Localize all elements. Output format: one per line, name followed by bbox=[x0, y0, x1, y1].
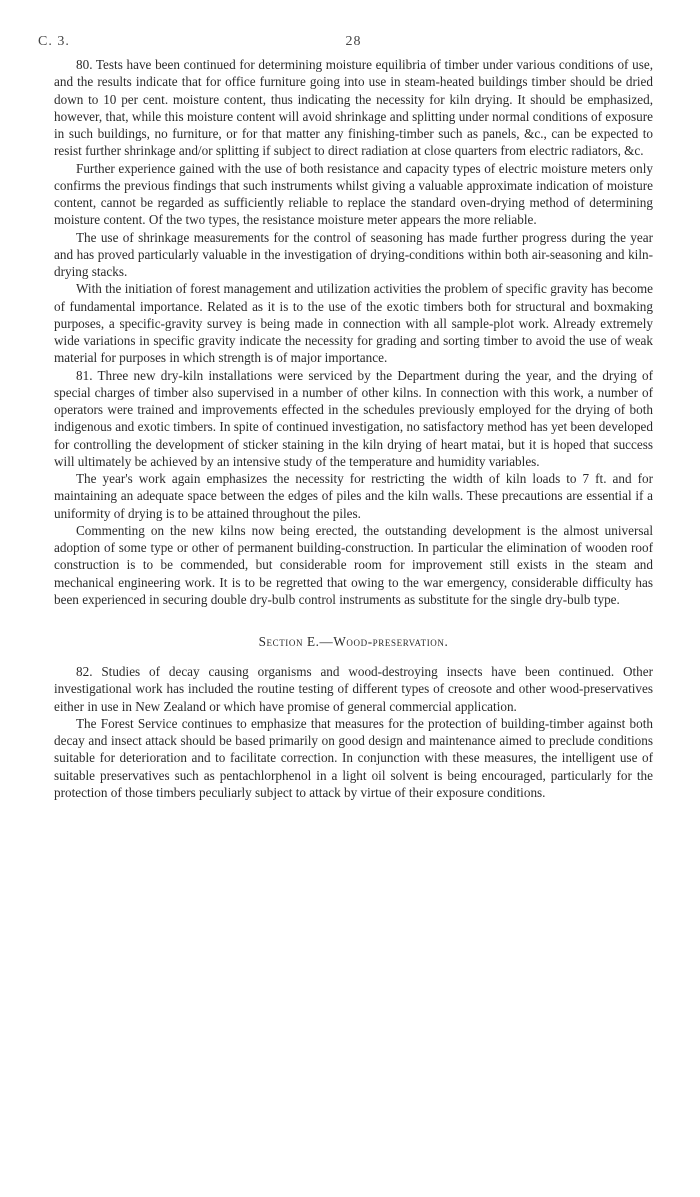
document-page bbox=[38, 34, 653, 801]
page-number: 28 bbox=[345, 34, 362, 49]
paragraph-80: 80. Tests have been continued for determining moisture equilibria of timber under various conditions of use, and the results indicate that for office furniture going into use in steam-heated buildings timber should be dried down to 10 per cent. moisture content, thus indicating the necessity for kiln drying. It should be emphasized, however, that, while this moisture content will avoid shrinkage and splitting under normal conditions of exposure in such buildings, no furniture, or for that matter any finishing-timber such as panels, &c., can be expected to resist further shrinkage and/or splitting if subject to direct radiation at close quarters from electric radiators, &c. bbox=[54, 57, 653, 159]
section-d-body bbox=[54, 56, 653, 608]
paragraph-new-kilns: Commenting on the new kilns now being erected, the outstanding development is the almost universal adoption of some type or other of permanent building-construction. In particular the elimination of wooden roof construction is to be commended, but considerable room for improvement still exists in the steam and mechanical engineering work. It is to be regretted that owing to the war emergency, considerable difficulty has been experienced in securing double dry-bulb control instruments as substitute for the single dry-bulb type. bbox=[54, 522, 653, 607]
page-header bbox=[38, 34, 653, 56]
paragraph-shrinkage: The use of shrinkage measurements for the control of seasoning has made further progress during the year and has proved particularly valuable in the investigation of drying-conditions within both air-seasoning and kiln-drying stacks. bbox=[54, 229, 653, 279]
section-e-body bbox=[54, 663, 653, 801]
paragraph-82: 82. Studies of decay causing organisms and wood-destroying insects have been continued. Other investigational work has included the routine testing of different types of creosote and other wood-preservatives either in use in New Zealand or which have promise of general commercial application. bbox=[54, 664, 653, 714]
paragraph-kiln-loads: The year's work again emphasizes the necessity for restricting the width of kiln loads to 7 ft. and for maintaining an adequate space between the edges of piles and the kiln walls. These precautions are essential if a uniformity of drying is to be attained throughout the piles. bbox=[54, 471, 653, 521]
paragraph-moisture-meters: Further experience gained with the use of both resistance and capacity types of electric moisture meters only confirms the previous findings that such instruments whilst giving a valuable approximate indication of moisture content, cannot be regarded as sufficiently reliable to replace the standard oven-drying method of determining moisture content. Of the two types, the resistance moisture meter appears the more reliable. bbox=[54, 160, 653, 228]
paragraph-81: 81. Three new dry-kiln installations were serviced by the Department during the year, and the drying of special charges of timber also supervised in a number of other kilns. In connection with this work, a number of operators were trained and improvements effected in the schedules previously employed for the drying of both indigenous and exotic timbers. In spite of continued investigation, no satisfactory method has yet been developed for controlling the development of sticker staining in the kiln drying of heart matai, but it is hoped that success will ultimately be achieved by an intensive study of the temperature and humidity variables. bbox=[54, 367, 653, 469]
section-e-heading bbox=[54, 634, 653, 650]
paragraph-forest-service: The Forest Service continues to emphasize that measures for the protection of building-timber against both decay and insect attack should be based primarily on good design and maintenance aimed to preclude conditions suitable for deterioration and to facilitate correction. In conjunction with these measures, the intelligent use of suitable preservatives such as pentachlorphenol in a light oil solvent is being encouraged, particularly for the protection of those timbers peculiarly subject to attack by virtue of their exposure conditions. bbox=[54, 715, 653, 800]
section-e-title: Section E.—Wood-preservation. bbox=[258, 634, 449, 649]
document-reference: C. 3. bbox=[38, 34, 70, 49]
paragraph-specific-gravity: With the initiation of forest management and utilization activities the problem of specific gravity has become of fundamental importance. Related as it is to the use of the exotic timbers both for structural and boxmaking purposes, a specific-gravity survey is being made in connection with all sample-plot work. Already extremely wide variations in specific gravity indicate the necessity for grading and sorting timber to avoid the use of weak material for purposes in which strength is of major importance. bbox=[54, 281, 653, 366]
